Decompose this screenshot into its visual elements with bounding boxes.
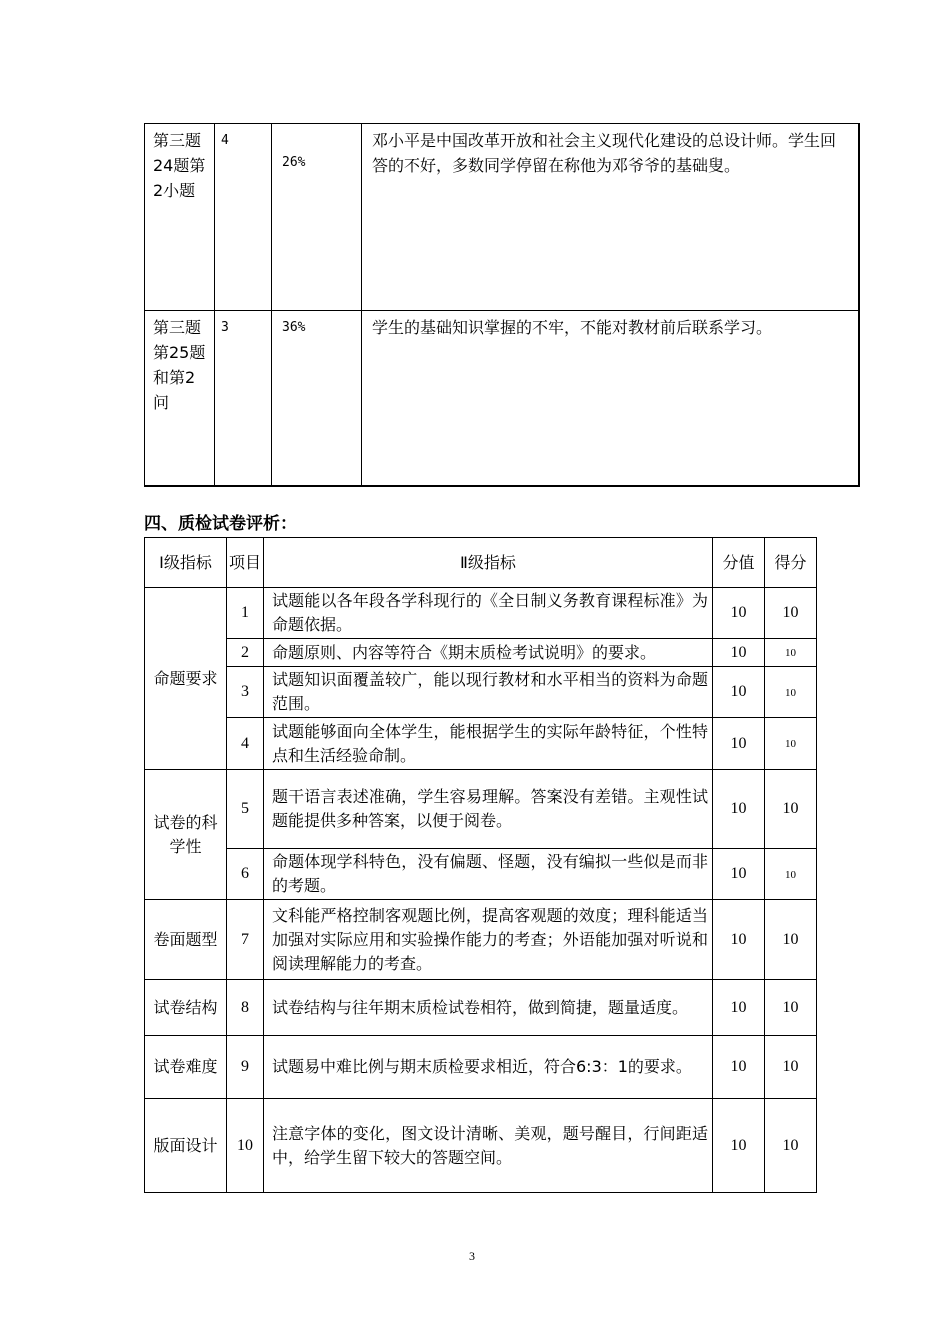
category-cell: 试卷的科学性 xyxy=(145,770,227,900)
criterion-text: 试题能够面向全体学生，能根据学生的实际年龄特征，个性特点和生活经验命制。 xyxy=(264,718,713,770)
got-value: 10 xyxy=(765,588,817,639)
item-number: 1 xyxy=(227,588,264,639)
category-cell: 命题要求 xyxy=(145,588,227,770)
criterion-text: 试题知识面覆盖较广，能以现行教材和水平相当的资料为命题范围。 xyxy=(264,667,713,718)
item-number: 4 xyxy=(227,718,264,770)
remark-cell: 邓小平是中国改革开放和社会主义现代化建设的总设计师。学生回答的不好，多数同学停留在称他为邓爷爷的基础叟。 xyxy=(362,124,859,311)
item-number: 7 xyxy=(227,900,264,980)
count-cell: 4 xyxy=(215,124,272,311)
score-value: 10 xyxy=(713,667,765,718)
got-value: 10 xyxy=(785,868,796,881)
score-value: 10 xyxy=(713,718,765,770)
header-item: 项目 xyxy=(227,538,264,588)
table-row xyxy=(145,1036,817,1099)
question-cell: 第三题第25题和第2问 xyxy=(145,311,215,486)
table-row xyxy=(145,639,817,667)
category-cell: 版面设计 xyxy=(145,1099,227,1193)
table-row xyxy=(145,667,817,718)
score-value: 10 xyxy=(713,849,765,900)
percent-cell: 26% xyxy=(282,155,306,170)
table-row xyxy=(145,770,817,849)
criterion-text: 题干语言表述准确，学生容易理解。答案没有差错。主观性试题能提供多种答案，以便于阅卷。 xyxy=(264,770,713,849)
got-value: 10 xyxy=(785,686,796,699)
got-value: 10 xyxy=(765,1036,817,1099)
item-number: 10 xyxy=(227,1099,264,1193)
header-level1: Ⅰ级指标 xyxy=(145,538,227,588)
question-analysis-table xyxy=(144,123,860,487)
item-number: 3 xyxy=(227,667,264,718)
got-value: 10 xyxy=(785,738,796,750)
category-cell: 试卷难度 xyxy=(145,1036,227,1099)
got-value: 10 xyxy=(785,647,796,659)
table-row xyxy=(145,1099,817,1193)
item-number: 6 xyxy=(227,849,264,900)
section-heading: 四、质检试卷评析： xyxy=(144,514,297,534)
criterion-text: 注意字体的变化，图文设计清晰、美观，题号醒目，行间距适中，给学生留下较大的答题空间。 xyxy=(264,1099,713,1193)
table-row xyxy=(145,124,859,311)
item-number: 2 xyxy=(227,639,264,667)
score-value: 10 xyxy=(713,1099,765,1193)
page-number: 3 xyxy=(469,1249,475,1263)
table-row xyxy=(145,849,817,900)
header-score: 分值 xyxy=(713,538,765,588)
got-value: 10 xyxy=(765,900,817,980)
item-number: 9 xyxy=(227,1036,264,1099)
score-value: 10 xyxy=(713,770,765,849)
score-value: 10 xyxy=(713,980,765,1036)
score-value: 10 xyxy=(713,639,765,667)
score-value: 10 xyxy=(713,588,765,639)
percent-cell: 36% xyxy=(282,320,306,335)
table-row xyxy=(145,900,817,980)
item-number: 5 xyxy=(227,770,264,849)
score-value: 10 xyxy=(713,1036,765,1099)
criterion-text: 文科能严格控制客观题比例，提高客观题的效度；理科能适当加强对实际应用和实验操作能力的考查；外语能加强对听说和阅读理解能力的考查。 xyxy=(264,900,713,980)
criterion-text: 试题能以各年段各学科现行的《全日制义务教育课程标准》为命题依据。 xyxy=(264,588,713,639)
criterion-text: 命题体现学科特色，没有偏题、怪题，没有编拟一些似是而非的考题。 xyxy=(264,849,713,900)
item-number: 8 xyxy=(227,980,264,1036)
table-row xyxy=(145,718,817,770)
criterion-text: 试题易中难比例与期末质检要求相近，符合6:3：1的要求。 xyxy=(264,1036,713,1099)
count-cell: 3 xyxy=(215,311,272,486)
got-value: 10 xyxy=(765,980,817,1036)
header-got: 得分 xyxy=(765,538,817,588)
category-cell: 试卷结构 xyxy=(145,980,227,1036)
header-row xyxy=(145,538,817,588)
table-row xyxy=(145,980,817,1036)
exam-evaluation-table xyxy=(144,537,817,1193)
got-value: 10 xyxy=(765,770,817,849)
header-level2: Ⅱ级指标 xyxy=(264,538,713,588)
question-cell: 第三题24题第2小题 xyxy=(145,124,215,311)
table-row xyxy=(145,588,817,639)
criterion-text: 试卷结构与往年期末质检试卷相符，做到简捷，题量适度。 xyxy=(264,980,713,1036)
score-value: 10 xyxy=(713,900,765,980)
got-value: 10 xyxy=(765,1099,817,1193)
remark-cell: 学生的基础知识掌握的不牢，不能对教材前后联系学习。 xyxy=(362,311,859,486)
criterion-text: 命题原则、内容等符合《期末质检考试说明》的要求。 xyxy=(264,639,713,667)
category-cell: 卷面题型 xyxy=(145,900,227,980)
table-row xyxy=(145,311,859,486)
